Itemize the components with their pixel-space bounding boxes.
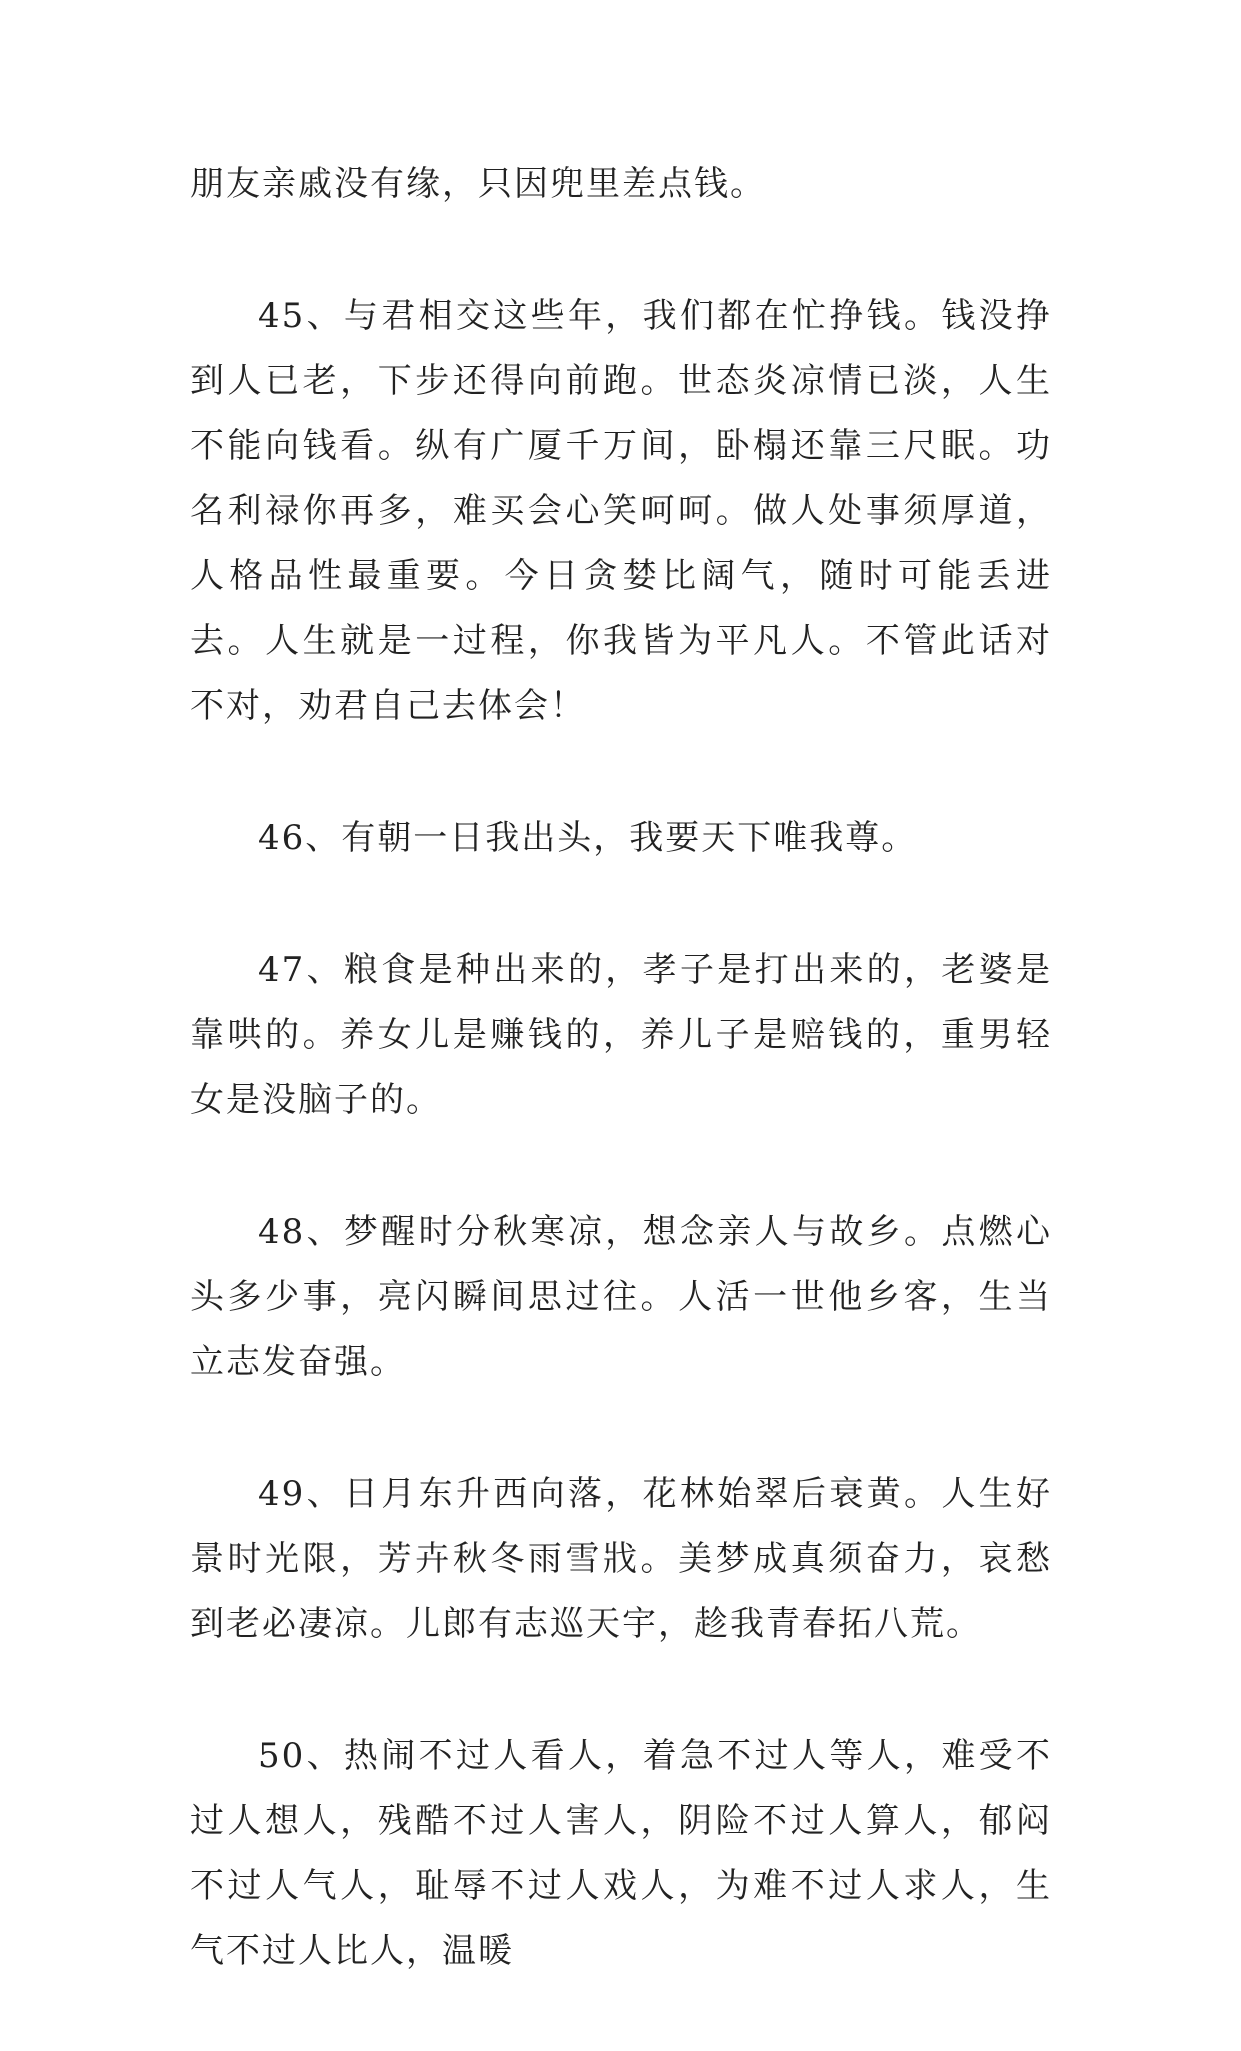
paragraph-48: 48、梦醒时分秋寒凉，想念亲人与故乡。点燃心头多少事，亮闪瞬间思过往。人活一世他乡客，生当立志发奋强。 <box>190 1212 1052 1382</box>
paragraph-50: 50、热闹不过人看人，着急不过人等人，难受不过人想人，残酷不过人害人，阴险不过人算人，郁闷不过人气人，耻辱不过人戏人，为难不过人求人，生气不过人比人，温暖 <box>190 1736 1052 1971</box>
paragraph-46: 46、有朝一日我出头，我要天下唯我尊。 <box>258 818 918 858</box>
document-body <box>190 152 1052 2051</box>
paragraph-47: 47、粮食是种出来的，孝子是打出来的，老婆是靠哄的。养女儿是赚钱的，养儿子是赔钱的，重男轻女是没脑子的。 <box>190 950 1052 1120</box>
paragraph-49: 49、日月东升西向落，花林始翠后衰黄。人生好景时光限，芳卉秋冬雨雪戕。美梦成真须奋力，哀愁到老必凄凉。儿郎有志巡天宇，趁我青春拓八荒。 <box>190 1474 1052 1644</box>
paragraph-45: 45、与君相交这些年，我们都在忙挣钱。钱没挣到人已老，下步还得向前跑。世态炎凉情已淡，人生不能向钱看。纵有广厦千万间，卧榻还靠三尺眠。功名利禄你再多，难买会心笑呵呵。做人处事须厚道，人格品性最重要。今日贪婪比阔气，随时可能丢进去。人生就是一过程，你我皆为平凡人。不管此话对不对，劝君自己去体会！ <box>190 296 1052 726</box>
paragraph-continued: 朋友亲戚没有缘，只因兜里差点钱。 <box>190 164 766 204</box>
